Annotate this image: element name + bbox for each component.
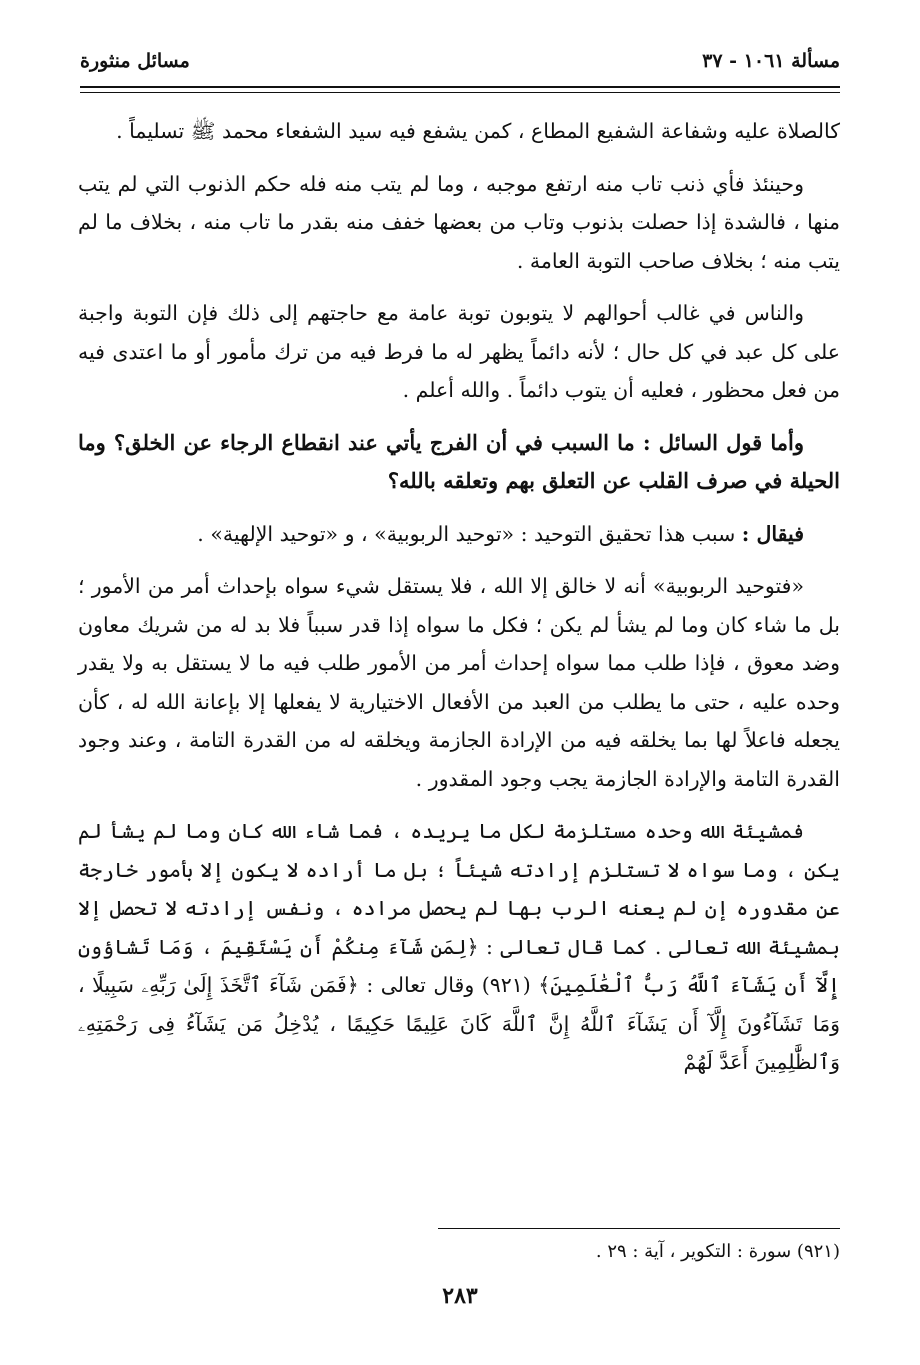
footnote: (٩٢١) سورة : التكوير ، آية : ٢٩ . [595, 1241, 840, 1262]
footnote-rule [438, 1228, 840, 1229]
paragraph-5: «فتوحيد الربوبية» أنه لا خالق إلا الله ، فلا يستقل شيء سواه بإحداث أمر من الأمور ؛ بل ما شاء كان وما لم يشأ لم يكن ؛ فكل ما سواه إذا قدر سبباً فلا بد له من شريك معاون وضد معوق ، فإذا طلب مما سواه إحداث أمر من الأمور طلب فيه ما لا يستقل به ولا يقدر وحده عليه ، حتى ما يطلب من العبد من الأفعال الاختيارية لا يفعلها إلا بإعانة الله له ، كأن يجعله فاعلاً لها بما يخلقه فيه من الإرادة الجازمة ويخلقه له من القدرة التامة ، وعند وجود القدرة التامة والإرادة الجازمة يجب وجود المقدور . [78, 574, 840, 791]
paragraph-1: كالصلاة عليه وشفاعة الشفيع المطاع ، كمن يشفع فيه سيد الشفعاء محمد ﷺ تسليماً . [116, 119, 840, 143]
page-number: ٢٨٣ [442, 1283, 478, 1309]
paragraph-3: والناس في غالب أحوالهم لا يتوبون توبة عامة مع حاجتهم إلى ذلك فإن التوبة واجبة على كل عبد في كل حال ؛ لأنه دائماً يظهر له ما فرط فيه من ترك مأمور أو ما اعتدى فيه من فعل محظور ، فعليه أن يتوب دائماً . والله أعلم . [78, 301, 840, 402]
paragraph-6: فمشيئة الله وحده مستلزمة لكل ما يريده ، فما شاء الله كان وما لم يشأ لم يكن ، وما سواه لا تستلزم إرادته شيئاً ؛ بل ما أراده لا يكون إلا بأمور خارجة عن مقدوره إن لم يعنه الرب بها لم يحصل مراده ، ونفس إرادته لا تحصل إلا بمشيئة الله تعالى . كما قال تعالى : ﴿لِمَن شَآءَ مِنكُمْ أَن يَسْتَقِيمَ ، وَمَا تَشاؤون إِلَّآ أَن يَشَآءَ ٱللَّهُ رَبُّ ٱلْعَٰلَمِينَ﴾ (٩٢١) وقال تعالى : ﴿فَمَن شَآءَ ٱتَّخَذَ إِلَىٰ رَبِّهِۦ سَبِيلًا ، وَمَا تَشَآءُونَ إِلَّآ أَن يَشَآءَ ٱللَّهُ إِنَّ ٱللَّهَ كَانَ عَلِيمًا حَكِيمًا ، يُدْخِلُ مَن يَشَآءُ فِى رَحْمَتِهِۦ وَٱلظَّٰلِمِينَ أَعَدَّ لَهُمْ [78, 819, 841, 1074]
header-issue-number: مسألة ١٠٦١ - ٣٧ [702, 50, 840, 72]
question-heading: وأما قول السائل : ما السبب في أن الفرج يأتي عند انقطاع الرجاء عن الخلق؟ وما الحيلة في صرف القلب عن التعلق بهم وتعلقه بالله؟ [78, 429, 840, 493]
header-rule-thin [80, 92, 840, 93]
paragraph-2: وحينئذ فأي ذنب تاب منه ارتفع موجبه ، وما لم يتب منه فله حكم الذنوب التي لم يتب منها ، فالشدة إذا حصلت بذنوب وتاب من بعضها خفف منه بقدر ما تاب منه ، بخلاف ما لم يتب منه ؛ بخلاف صاحب التوبة العامة . [78, 171, 840, 273]
header-rule-thick [80, 86, 840, 88]
answer-label: فيقال : [741, 521, 804, 546]
header-book-title: مسائل منثورة [80, 50, 190, 72]
page-body [78, 112, 840, 1096]
paragraph-4 [78, 515, 840, 554]
running-header [80, 42, 840, 92]
paragraph-4-text: سبب هذا تحقيق التوحيد : «توحيد الربوبية» ، و «توحيد الإلهية» . [197, 521, 742, 546]
